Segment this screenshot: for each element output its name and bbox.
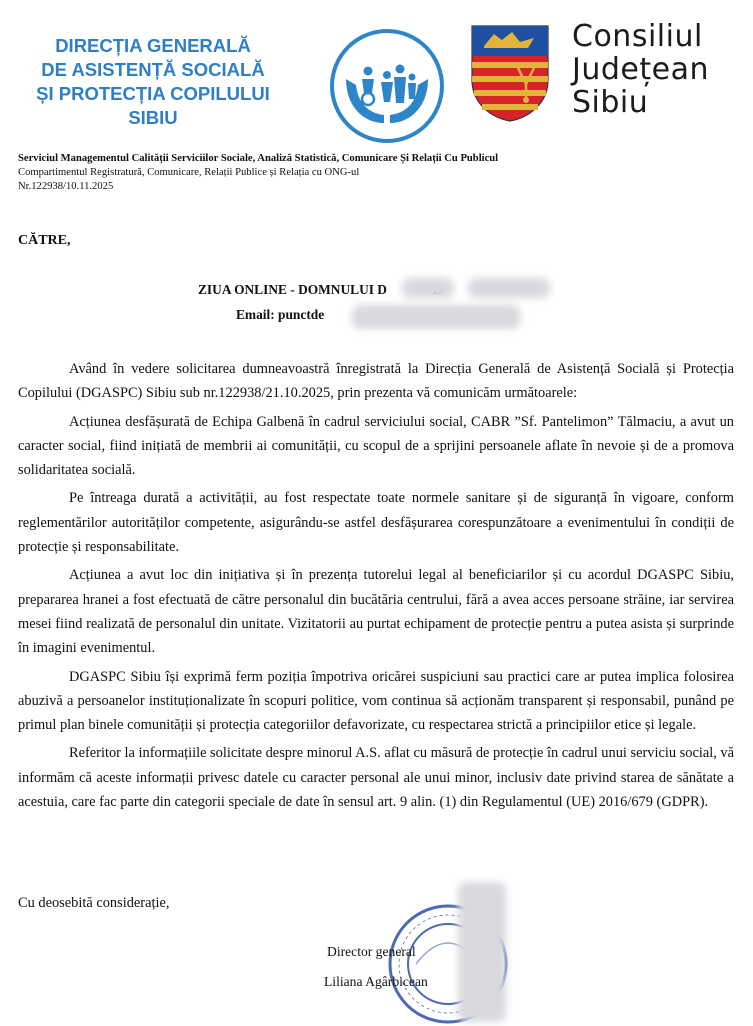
registration-number: Nr.122938/10.11.2025 [18, 181, 114, 192]
body-paragraph: DGASPC Sibiu își exprimă ferm poziția împotriva oricărei suspiciuni sau practici care ar putea implica folosirea abuzivă a persoanelor instituționalizate în scopuri politice, vom continua să acționăm transparent și responsabil, punând pe primul plan binele comunității și protecția categoriilor defavorizate, cu respectarea strictă a principiilor etice și legale. [18, 668, 734, 734]
signature-blur [458, 882, 506, 1022]
closing-phrase: Cu deosebită considerație, [18, 895, 170, 911]
letter-body [18, 357, 734, 818]
service-name: Serviciul Managementul Calității Serviciilor Sociale, Analiză Statistică, Comunicare Și Relații Cu Publicul [18, 153, 499, 164]
org-name-line: DIRECȚIA GENERALĂ [55, 35, 251, 56]
org-name-line: SIBIU [128, 107, 178, 128]
org-name-line: DE ASISTENȚĂ SOCIALĂ [41, 59, 265, 80]
organization-name [22, 34, 284, 130]
council-name-line: Sibiu [572, 85, 649, 120]
redaction-blur [468, 278, 550, 298]
email-visible-text: Email: punctde [236, 307, 325, 322]
director-name: Liliana Agârbicean [324, 974, 428, 989]
email-line [236, 307, 324, 323]
council-name-line: Județean [572, 52, 709, 87]
sibiu-county-crest-icon [470, 24, 550, 122]
county-council-name [572, 20, 709, 119]
body-paragraph: Având în vedere solicitarea dumneavoastră înregistrată la Direcția Generală de Asistență Socială și Protecția Copilului (DGASPC) Sibiu sub nr.122938/21.10.2025, prin prezenta vă comunicăm următoarele: [18, 361, 734, 402]
body-paragraph: Referitor la informațiile solicitate despre minorul A.S. aflat cu măsură de protecție în cadrul unui serviciu social, vă informăm că aceste informații privesc datele cu caracter personal ale unui minor, inclusiv date privind starea de sănătate a acestuia, care fac parte din categorii speciale de date în sensul art. 9 alin. (1) din Regulamentul (UE) 2016/679 (GDPR). [18, 745, 734, 811]
recipient-visible-text: ZIUA ONLINE - DOMNULUI D [198, 282, 387, 297]
compartment-name: Compartimentul Registratură, Comunicare, Relații Publice și Relația cu ONG-ul [18, 167, 360, 178]
body-paragraph: Acțiunea a avut loc din inițiativa și în prezența tutorelui legal al beneficiarilor și cu acordul DGASPC Sibiu, prepararea hranei a fost efectuată de către personalul din bucătăria centrului, fără a avea acces persoane străine, iar servirea mesei fiind realizată de personalul din unitate. Vizitatorii au purtat echipament de protecție pentru a putea asista și surprinde în imagini evenimentul. [18, 567, 734, 657]
director-title: Director general [327, 944, 416, 959]
family-in-hands-logo-icon [328, 27, 446, 145]
redaction-blur [352, 305, 520, 329]
addressee-label: CĂTRE, [18, 233, 71, 248]
body-paragraph: Acțiunea desfășurată de Echipa Galbenă în cadrul serviciului social, CABR ”Sf. Pantelimon” Tălmaciu, a avut un caracter social, fiind inițiată de membrii ai comunității, cu scopul de a sprijini persoanele aflate în nevoie și de a promova solidaritatea socială. [18, 413, 734, 479]
org-name-line: ȘI PROTECȚIA COPILULUI [36, 83, 270, 104]
department-block [18, 152, 498, 194]
body-paragraph: Pe întreaga durată a activității, au fost respectate toate normele sanitare și de siguranță în vigoare, conform reglementărilor autorităților competente, asigurându-se astfel desfășurarea corespunzătoare a evenimentului în condiții de protecție și responsabilitate. [18, 490, 734, 556]
council-name-line: Consiliul [572, 19, 703, 54]
redaction-blur [402, 278, 454, 298]
